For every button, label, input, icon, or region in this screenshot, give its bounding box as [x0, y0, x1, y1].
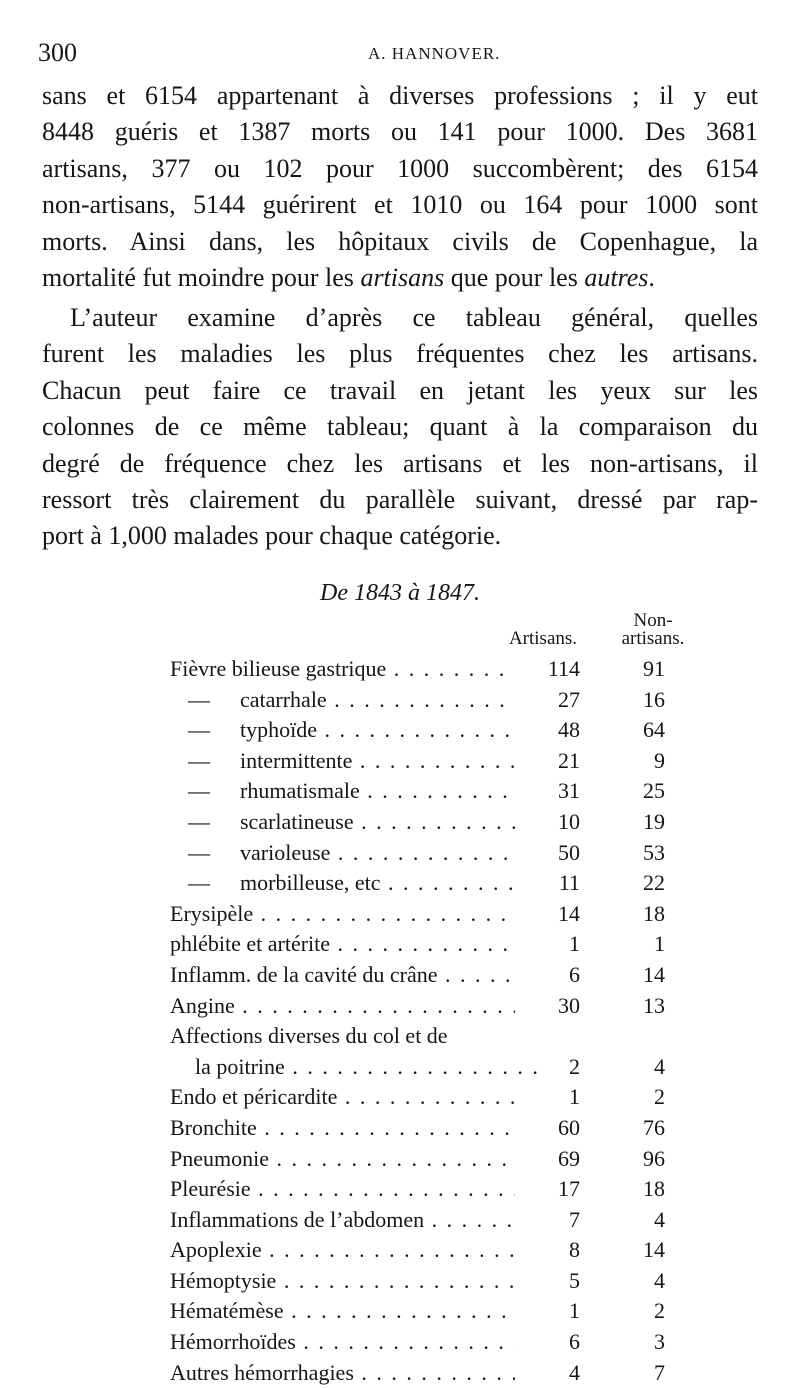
row-label: Bronchite . . . [170, 1113, 515, 1144]
non-artisans-value: 9 [654, 747, 665, 773]
table-row [0, 1113, 800, 1144]
non-artisans-value: 4 [654, 1267, 665, 1293]
paragraph-2 [42, 300, 758, 555]
artisans-value: 10 [558, 808, 580, 834]
table-row [0, 929, 800, 960]
ditto-dash: — [188, 717, 210, 743]
row-label: Affections diverses du col et de [170, 1023, 448, 1049]
non-artisans-value: 91 [643, 656, 665, 681]
row-label: Hémoptysie . . . [170, 1266, 515, 1297]
artisans-value: 1 [569, 931, 580, 957]
artisans-value: 27 [558, 686, 580, 712]
paragraph-1 [42, 78, 758, 296]
text-segment: . [648, 262, 655, 292]
table-row [0, 868, 800, 899]
row-label: Erysipèle . . . [170, 899, 515, 930]
text-line: non-artisans, 5144 guérirent et 1010 ou 164 pour 1000 sont [42, 190, 758, 220]
table-row [0, 654, 800, 685]
non-artisans-value: 25 [643, 778, 665, 804]
row-label: Autres hémorrhagies . . . [170, 1358, 515, 1388]
artisans-value: 4 [569, 1359, 580, 1385]
table-row [0, 1235, 800, 1266]
artisans-value: 21 [558, 747, 580, 773]
table-row [0, 960, 800, 991]
table-title: De 1843 à 1847. [320, 580, 480, 606]
text-line: port à 1,000 malades pour chaque catégorie. [42, 521, 502, 551]
row-label: Pneumonie . . . [170, 1144, 515, 1175]
text-line: 8448 guéris et 1387 morts ou 141 pour 1000. Des 3681 [42, 117, 758, 147]
text-line: L’auteur examine d’après ce tableau général, quelles [70, 303, 758, 332]
non-artisans-value: 13 [643, 992, 665, 1018]
table-row [0, 991, 800, 1022]
non-artisans-value: 7 [654, 1359, 665, 1385]
non-artisans-value: 2 [654, 1298, 665, 1324]
row-label: Pleurésie . . . [170, 1174, 515, 1205]
non-artisans-value: 4 [654, 1206, 665, 1232]
row-label: Angine . . . [170, 991, 515, 1022]
column-header-non-artisans [605, 612, 701, 648]
artisans-value: 60 [558, 1114, 580, 1140]
emphasis-autres: autres [584, 262, 649, 292]
row-label: catarrhale . . . [240, 685, 515, 716]
artisans-value: 11 [558, 870, 580, 896]
row-label: Endo et péricardite . . . [170, 1082, 515, 1113]
artisans-value: 50 [558, 839, 580, 865]
non-artisans-value: 22 [643, 870, 665, 896]
table-row [0, 1266, 800, 1297]
table-row [0, 807, 800, 838]
table-row [0, 715, 800, 746]
row-label: scarlatineuse . . . [240, 807, 515, 838]
table-row [0, 1205, 800, 1236]
non-artisans-value: 14 [643, 961, 665, 987]
non-artisans-value: 1 [654, 931, 665, 957]
text-line: morts. Ainsi dans, les hôpitaux civils de Copenhague, la [42, 226, 758, 256]
ditto-dash: — [188, 747, 210, 773]
ditto-dash: — [188, 686, 210, 712]
row-label: phlébite et artérite . . . [170, 929, 515, 960]
non-artisans-value: 18 [643, 1176, 665, 1202]
artisans-value: 1 [569, 1298, 580, 1324]
row-label: Inflamm. de la cavité du crâne . . . [170, 960, 515, 991]
table-row [0, 746, 800, 777]
artisans-value: 31 [558, 778, 580, 804]
table-row [0, 685, 800, 716]
non-artisans-value: 19 [643, 808, 665, 834]
table-row [0, 1327, 800, 1358]
row-label: varioleuse . . . [240, 838, 515, 869]
non-artisans-value: 18 [643, 900, 665, 926]
non-artisans-value: 16 [643, 686, 665, 712]
non-artisans-value: 76 [643, 1114, 665, 1140]
text-line: colonnes de ce même tableau; quant à la comparaison du [42, 412, 758, 442]
row-label: morbilleuse, etc . . . [240, 868, 515, 899]
text-line: Chacun peut faire ce travail en jetant les yeux sur les [42, 375, 758, 405]
artisans-value: 1 [569, 1084, 580, 1110]
artisans-value: 48 [558, 717, 580, 743]
table-row [0, 899, 800, 930]
ditto-dash: — [188, 839, 210, 865]
page-number: 300 [38, 38, 77, 67]
text-segment: mortalité fut moindre pour les [42, 262, 361, 292]
row-label: Fièvre bilieuse gastrique . . . [170, 654, 515, 685]
table-row [0, 1021, 800, 1052]
row-label: Inflammations de l’abdomen . . . [170, 1205, 515, 1236]
row-label: rhumatismale . . . [240, 776, 515, 807]
disease-table [0, 654, 800, 1388]
non-artisans-value: 96 [643, 1145, 665, 1171]
artisans-value: 14 [558, 900, 580, 926]
row-label: typhoïde . . . [240, 715, 515, 746]
artisans-value: 114 [547, 656, 580, 681]
table-row [0, 1144, 800, 1175]
row-label: intermittente . . . [240, 746, 515, 777]
text-line: sans et 6154 appartenant à diverses professions ; il y eut [42, 81, 758, 110]
table-row [0, 1174, 800, 1205]
non-artisans-value: 14 [643, 1237, 665, 1263]
table-row [0, 1358, 800, 1388]
column-header-line: Non- [633, 610, 673, 631]
ditto-dash: — [188, 778, 210, 804]
row-label: Hématémèse . . . [170, 1296, 515, 1327]
text-line: artisans, 377 ou 102 pour 1000 succombèrent; des 6154 [42, 153, 758, 183]
ditto-dash: — [188, 870, 210, 896]
text-line [42, 260, 758, 296]
row-label: Apoplexie . . . [170, 1235, 515, 1266]
table-row [0, 1296, 800, 1327]
ditto-dash: — [188, 808, 210, 834]
non-artisans-value: 2 [654, 1084, 665, 1110]
emphasis-artisans: artisans [360, 262, 445, 292]
row-label: la poitrine . . . [195, 1052, 540, 1083]
text-line: degré de fréquence chez les artisans et les non-artisans, il [42, 448, 758, 478]
artisans-value: 8 [569, 1237, 580, 1263]
page-header [38, 38, 758, 70]
artisans-value: 17 [558, 1176, 580, 1202]
row-label: Hémorrhoïdes . . . [170, 1327, 515, 1358]
text-line: furent les maladies les plus fréquentes chez les artisans. [42, 339, 758, 369]
column-header-line: artisans. [621, 628, 685, 649]
non-artisans-value: 64 [643, 717, 665, 743]
artisans-value: 69 [558, 1145, 580, 1171]
running-title: A. HANNOVER. [368, 44, 501, 63]
table-row [0, 1082, 800, 1113]
non-artisans-value: 53 [643, 839, 665, 865]
table-row [0, 838, 800, 869]
text-line: ressort très clairement du parallèle suivant, dressé par rap- [42, 484, 758, 514]
artisans-value: 7 [569, 1206, 580, 1232]
artisans-value: 5 [569, 1267, 580, 1293]
column-header-artisans: Artisans. [508, 628, 578, 649]
artisans-value: 2 [569, 1053, 580, 1079]
text-segment: que pour les [444, 262, 585, 292]
table-row [0, 776, 800, 807]
artisans-value: 6 [569, 1329, 580, 1355]
table-row [0, 1052, 800, 1083]
artisans-value: 6 [569, 961, 580, 987]
artisans-value: 30 [558, 992, 580, 1018]
non-artisans-value: 4 [654, 1053, 665, 1079]
non-artisans-value: 3 [654, 1329, 665, 1355]
